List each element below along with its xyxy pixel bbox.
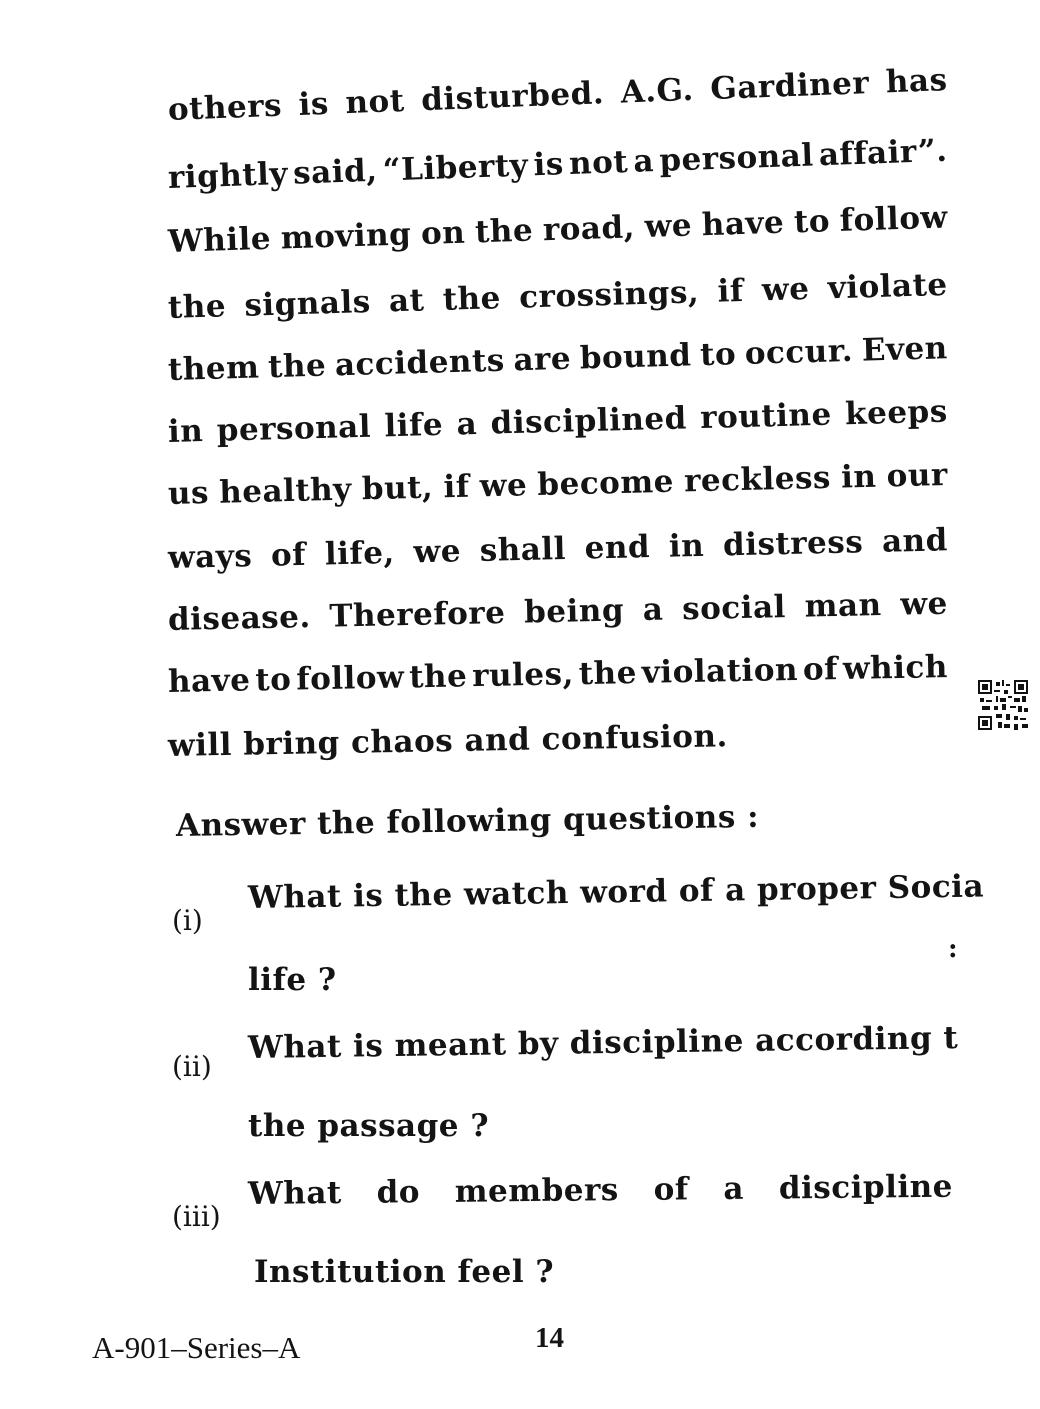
word: have [701, 204, 785, 244]
passage-line: will bring chaos and confusion. [167, 718, 729, 764]
word: man [804, 587, 882, 625]
word: follow [295, 659, 405, 698]
word: we [761, 270, 810, 309]
word: accidents [334, 342, 506, 384]
word: we [479, 467, 528, 505]
word: become [536, 463, 675, 503]
question-number: (ii) [172, 1050, 212, 1083]
word: disciplined [490, 400, 688, 442]
word: but, [361, 469, 434, 508]
question-text: What is the watch word of a proper Socia [247, 868, 985, 916]
word: is [532, 146, 565, 184]
word: the [267, 347, 327, 386]
word: routine [699, 396, 833, 437]
word: violation [641, 651, 799, 691]
page-number: 14 [535, 1322, 564, 1354]
word: end [584, 529, 651, 567]
word: distress [722, 524, 864, 564]
word: social [681, 589, 787, 628]
word: we [899, 585, 949, 623]
word: at [388, 282, 425, 320]
word: and [881, 522, 949, 560]
word: Gardiner [709, 65, 870, 108]
word: if [716, 272, 745, 310]
question-text-continued: Institution feel ? [254, 1254, 555, 1290]
question-text-continued: life ? [248, 962, 337, 998]
word: occur. [744, 332, 854, 372]
passage-line [168, 457, 949, 512]
passage-line [168, 394, 949, 450]
word: shall [479, 530, 567, 569]
word: rules, [471, 656, 575, 695]
word: healthy [218, 471, 353, 511]
word: being [523, 592, 625, 631]
word: moving [280, 216, 412, 257]
word: reckless [683, 459, 832, 500]
word: violate [827, 266, 949, 307]
word: rightly [167, 155, 289, 196]
word: discipline [778, 1168, 954, 1207]
word: in [167, 413, 204, 450]
passage-line [168, 586, 949, 638]
word: of [653, 1171, 689, 1208]
word: the [167, 288, 227, 326]
word: is [297, 85, 330, 123]
qr-code-icon [978, 680, 1028, 730]
word: in [840, 458, 877, 496]
passage-line [167, 62, 948, 128]
question-number: (i) [172, 904, 203, 937]
word: to [793, 203, 831, 241]
word: life, [324, 534, 396, 573]
series-code: A-901–Series–A [92, 1330, 301, 1365]
word: a [456, 405, 478, 443]
passage-line [167, 267, 948, 326]
word: others [167, 87, 283, 128]
word: signals [243, 283, 372, 324]
margin-mark: : [948, 934, 958, 964]
word: on [420, 214, 466, 253]
passage-line [167, 330, 948, 388]
word: affair”. [818, 132, 949, 174]
word: Even [861, 330, 949, 369]
word: personal [658, 137, 815, 179]
word: bound [579, 337, 692, 377]
word: follow [839, 199, 949, 239]
word: have [167, 662, 251, 700]
word: keeps [844, 393, 949, 433]
word: we [644, 207, 693, 246]
word: not [568, 143, 629, 182]
word: disturbed. [420, 75, 605, 119]
word: of [270, 536, 307, 574]
question-number: (iii) [172, 1200, 221, 1233]
word: said, [292, 152, 379, 192]
word: in [668, 527, 705, 565]
word: to [254, 661, 292, 699]
word: ways [167, 538, 253, 576]
passage-line [167, 200, 948, 260]
word: A.G. [620, 71, 695, 111]
word: them [167, 349, 260, 388]
word: the [408, 658, 468, 696]
word: personal [216, 408, 372, 449]
word: road, [542, 209, 636, 249]
word: disease. [167, 599, 312, 638]
word: which [842, 649, 949, 688]
word: if [443, 468, 471, 506]
word: members [454, 1172, 619, 1210]
word: has [885, 62, 949, 101]
word: a [723, 1170, 745, 1208]
word: do [376, 1174, 421, 1211]
word: While [167, 220, 272, 260]
passage-line [168, 649, 949, 700]
word: “Liberty [382, 147, 529, 189]
word: a [632, 143, 655, 180]
word: to [699, 336, 737, 374]
word: life [384, 406, 444, 445]
instruction-heading: Answer the following questions : [175, 798, 760, 844]
word: our [886, 456, 949, 495]
word: we [413, 533, 462, 571]
word: not [344, 82, 406, 122]
word: of [802, 651, 839, 688]
question-text: What is meant by discipline according t [247, 1020, 959, 1066]
word: a [642, 591, 664, 629]
word: us [167, 475, 210, 512]
passage-line [168, 522, 949, 576]
passage-line [167, 133, 948, 196]
word: the [474, 212, 534, 251]
word: crossings, [518, 274, 700, 316]
word: the [578, 655, 638, 693]
word: are [512, 340, 572, 379]
question-text-continued: the passage ? [248, 1108, 489, 1144]
word: the [442, 280, 502, 318]
word: Therefore [329, 594, 506, 635]
word: What [247, 1175, 342, 1212]
question-text [248, 1169, 953, 1212]
